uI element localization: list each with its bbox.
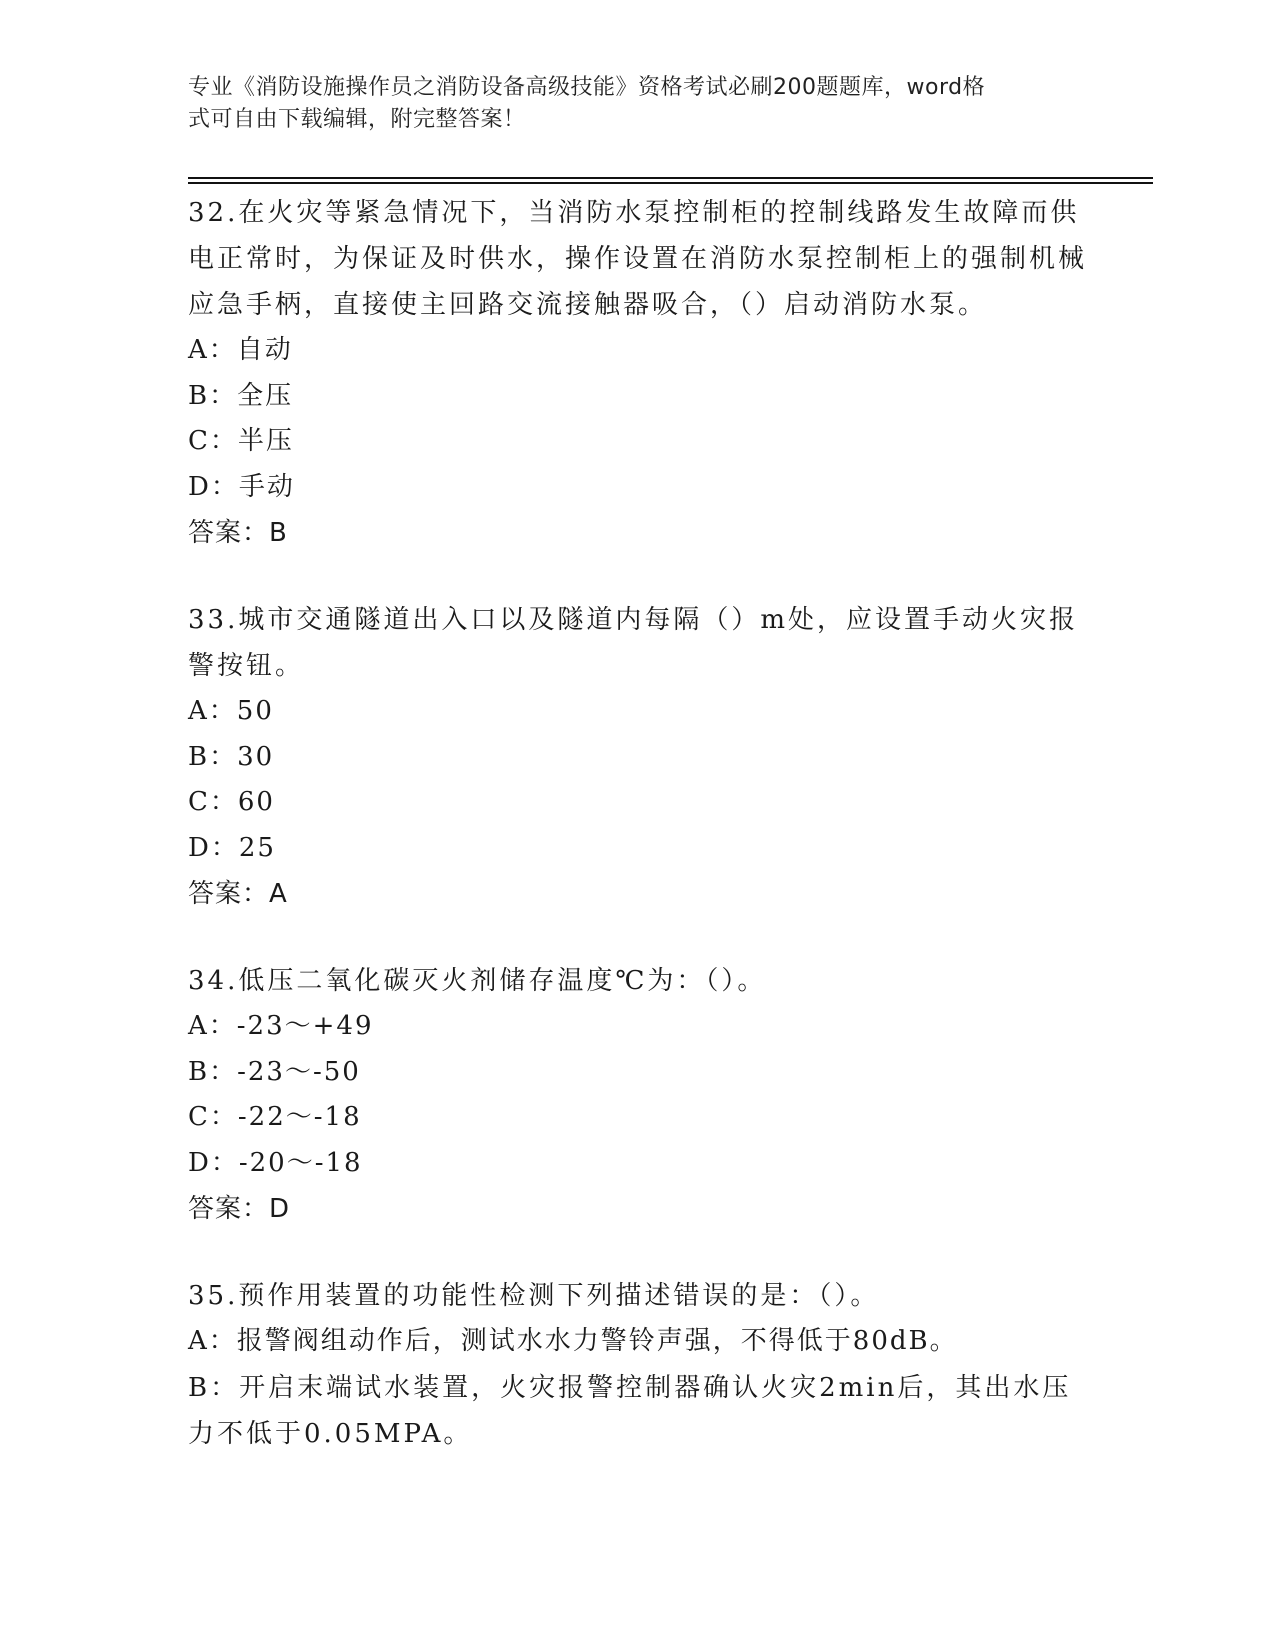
header-line-2: 式可自由下载编辑，附完整答案！ [188,107,526,132]
option-a: A：-23～+49 [188,1011,374,1041]
option-d: D：-20～-18 [188,1147,363,1178]
question-list [188,190,1088,1498]
question-35 [188,1273,1088,1457]
question-34 [188,958,1088,1232]
option-c: C：60 [188,787,275,817]
header-divider-bottom [188,182,1153,184]
question-33 [188,597,1088,917]
option-c: C：-22～-18 [188,1102,362,1132]
document-header [188,72,1088,136]
question-32 [188,190,1088,556]
question-stem: 35.预作用装置的功能性检测下列描述错误的是：（）。 [188,1281,880,1311]
header-divider-top [188,177,1153,179]
option-b: B：30 [188,741,275,772]
option-d: D：25 [188,832,276,863]
option-a: A：50 [188,696,274,726]
option-d: D：手动 [188,471,295,502]
header-line-1: 专业《消防设施操作员之消防设备高级技能》资格考试必刷200题题库，word格 [188,75,986,100]
option-b: B：-23～-50 [188,1056,361,1087]
answer-label: 答案：A [188,879,288,909]
option-c: C：半压 [188,426,294,456]
question-stem: 32.在火灾等紧急情况下，当消防水泵控制柜的控制线路发生故障而供电正常时，为保证及时供水，操作设置在消防水泵控制柜上的强制机械应急手柄，直接使主回路交流接触器吸合，（）启动消防水泵。 [188,198,1088,320]
option-a: A：报警阀组动作后，测试水水力警铃声强，不得低于80dB。 [188,1326,958,1356]
option-a: A：自动 [188,335,293,365]
question-stem: 34.低压二氧化碳灭火剂储存温度℃为：（）。 [188,966,767,996]
answer-label: 答案：B [188,518,288,548]
question-stem: 33.城市交通隧道出入口以及隧道内每隔（）m处，应设置手动火灾报警按钮。 [188,605,1079,681]
option-b: B：全压 [188,380,294,411]
option-b: B：开启末端试水装置，火灾报警控制器确认火灾2min后，其出水压力不低于0.05MPA。 [188,1372,1072,1449]
answer-label: 答案：D [188,1194,291,1224]
